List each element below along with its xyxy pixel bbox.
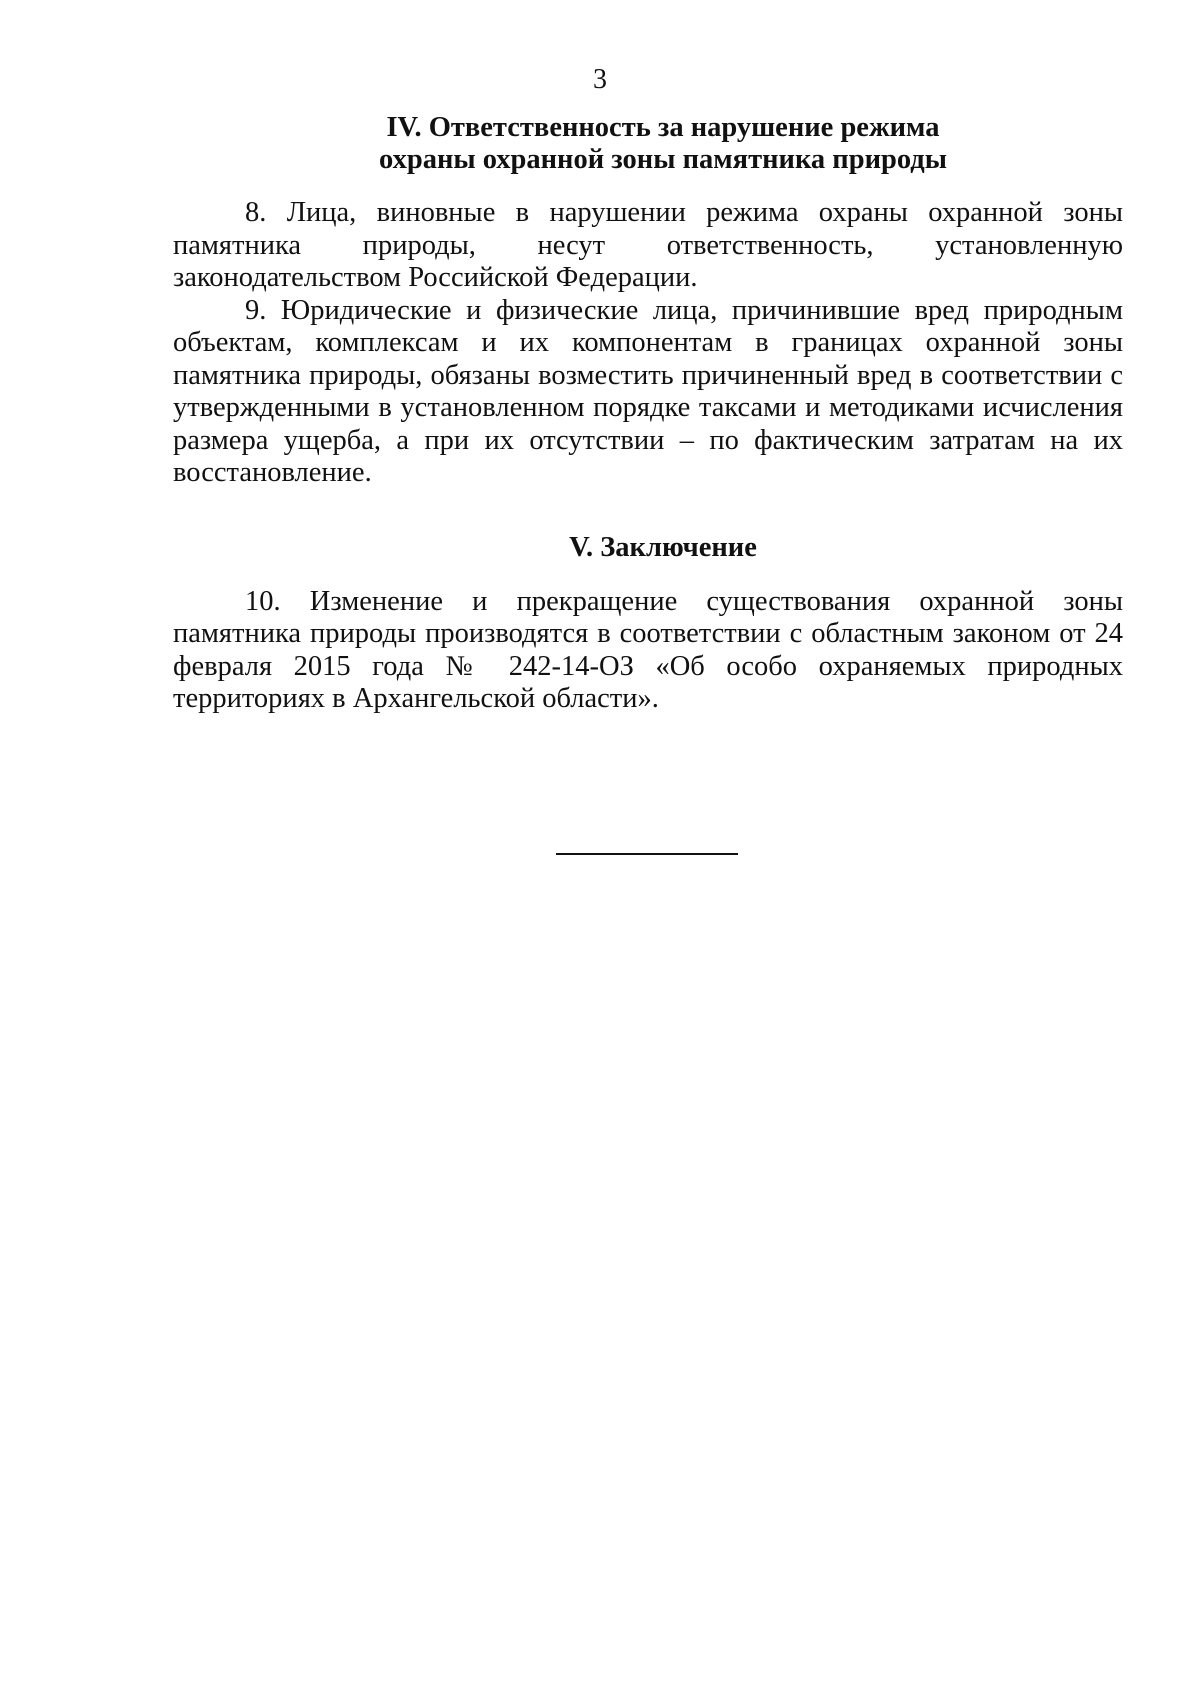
section-4-heading-line-1: IV. Ответственность за нарушение режима xyxy=(386,112,940,143)
section-5-heading xyxy=(173,532,1123,564)
end-of-document-rule xyxy=(556,853,738,855)
section-4-heading xyxy=(173,112,1123,176)
paragraph-9: 9. Юридические и физические лица, причинившие вред природным объектам, комплексам и их компонентам в границах охранной зоны памятника природы, обязаны возместить причиненный вред в соответствии с утвержденными в установленном порядке таксами и методиками исчисления размера ущерба, а при их отсутствии – по фактическим затратам на их восстановление. xyxy=(173,294,1123,488)
paragraph-8: 8. Лица, виновные в нарушении режима охраны охранной зоны памятника природы, несут ответственность, установленную законодательством Российской Федерации. xyxy=(173,197,1123,293)
paragraph-10: 10. Изменение и прекращение существования охранной зоны памятника природы производятся в соответствии с областным законом от 24 февраля 2015 года № 242-14-ОЗ «Об особо охраняемых природных территориях в Архангельской области». xyxy=(173,585,1123,714)
document-body xyxy=(173,112,1123,716)
section-5-heading-text: V. Заключение xyxy=(569,531,757,563)
section-4-heading-line-2: охраны охранной зоны памятника природы xyxy=(379,144,947,175)
page-number: 3 xyxy=(593,64,607,95)
